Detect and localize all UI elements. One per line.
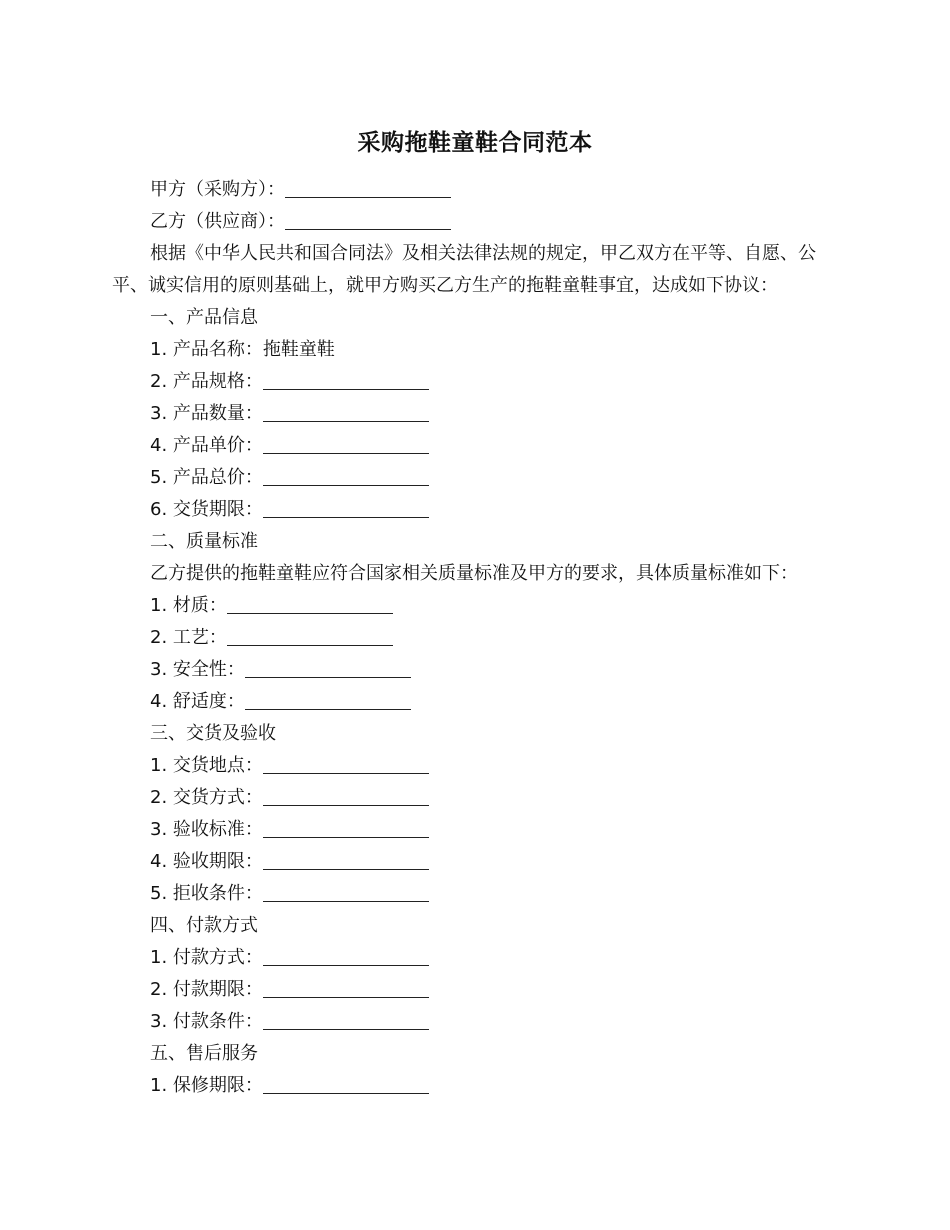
list-item [150, 466, 429, 490]
section-heading: 五、售后服务 [150, 1043, 258, 1064]
list-item [150, 850, 429, 874]
list-item [150, 1074, 429, 1098]
fill-blank[interactable] [245, 691, 411, 710]
item-label: 2. 付款期限： [150, 979, 263, 1000]
fill-blank[interactable] [263, 947, 429, 966]
list-item [150, 594, 393, 618]
fill-blank[interactable] [263, 787, 429, 806]
item-label: 3. 安全性： [150, 659, 245, 680]
item-label: 3. 产品数量： [150, 403, 263, 424]
fill-blank[interactable] [263, 499, 429, 518]
fill-blank[interactable] [263, 819, 429, 838]
item-label: 1. 材质： [150, 595, 227, 616]
list-item [150, 882, 429, 906]
party-b-blank[interactable] [285, 211, 451, 230]
item-label: 4. 舒适度： [150, 691, 245, 712]
item-label: 1. 保修期限： [150, 1075, 263, 1096]
fill-blank[interactable] [263, 371, 429, 390]
item-label: 1. 交货地点： [150, 755, 263, 776]
item-label: 5. 拒收条件： [150, 883, 263, 904]
list-item [150, 786, 429, 810]
party-a-blank[interactable] [285, 179, 451, 198]
list-item [150, 434, 429, 458]
fill-blank[interactable] [263, 403, 429, 422]
section-heading: 二、质量标准 [150, 531, 258, 552]
item-label: 4. 产品单价： [150, 435, 263, 456]
list-item [150, 402, 429, 426]
list-item [150, 498, 429, 522]
party-a-label: 甲方（采购方）： [150, 179, 285, 200]
list-item [150, 370, 429, 394]
fill-blank[interactable] [263, 1075, 429, 1094]
list-item [150, 978, 429, 1002]
fill-blank[interactable] [263, 1011, 429, 1030]
party-b-label: 乙方（供应商）： [150, 211, 285, 232]
fill-blank[interactable] [263, 435, 429, 454]
list-item [150, 1010, 429, 1034]
fill-blank[interactable] [263, 467, 429, 486]
section-description: 乙方提供的拖鞋童鞋应符合国家相关质量标准及甲方的要求，具体质量标准如下： [150, 563, 798, 584]
section-heading: 三、交货及验收 [150, 723, 276, 744]
intro-paragraph: 根据《中华人民共和国合同法》及相关法律法规的规定，甲乙双方在平等、自愿、公平、诚实信用的原则基础上，就甲方购买乙方生产的拖鞋童鞋事宜，达成如下协议： [112, 243, 816, 296]
party-b-line [150, 210, 451, 234]
list-item [150, 626, 393, 650]
fill-blank[interactable] [263, 851, 429, 870]
fill-blank[interactable] [245, 659, 411, 678]
list-item [150, 658, 411, 682]
item-label: 1. 付款方式： [150, 947, 263, 968]
section-heading: 四、付款方式 [150, 915, 258, 936]
item-label: 3. 验收标准： [150, 819, 263, 840]
fill-blank[interactable] [227, 595, 393, 614]
list-item [150, 818, 429, 842]
list-item [150, 946, 429, 970]
fill-blank[interactable] [263, 755, 429, 774]
list-item [150, 690, 411, 714]
section-heading: 一、产品信息 [150, 307, 258, 328]
party-a-line [150, 178, 451, 202]
item-label: 3. 付款条件： [150, 1011, 263, 1032]
fill-blank[interactable] [263, 979, 429, 998]
document-title: 采购拖鞋童鞋合同范本 [357, 130, 593, 156]
fill-blank[interactable] [263, 883, 429, 902]
list-item: 1. 产品名称：拖鞋童鞋 [150, 339, 335, 360]
item-label: 2. 交货方式： [150, 787, 263, 808]
item-label: 4. 验收期限： [150, 851, 263, 872]
item-label: 6. 交货期限： [150, 499, 263, 520]
item-label: 5. 产品总价： [150, 467, 263, 488]
item-label: 2. 工艺： [150, 627, 227, 648]
item-label: 2. 产品规格： [150, 371, 263, 392]
fill-blank[interactable] [227, 627, 393, 646]
list-item [150, 754, 429, 778]
